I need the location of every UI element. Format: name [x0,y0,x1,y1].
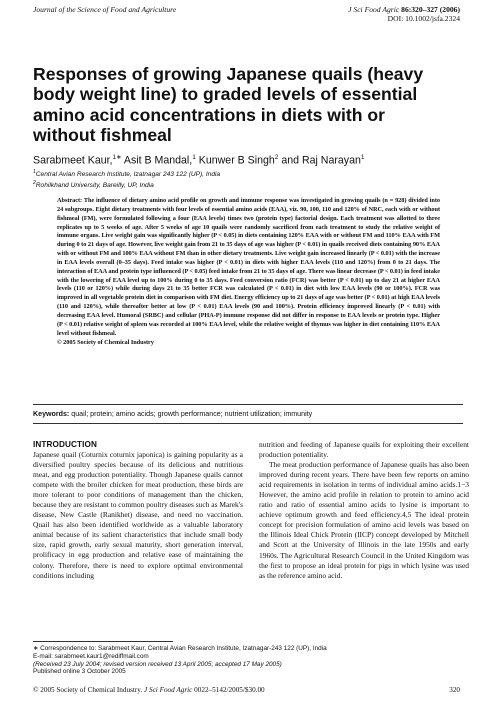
paragraph: nutrition and feeding of Japanese quails for exploiting their excellent production potentiality. [259,440,469,460]
published-date: Published online 3 October 2005 [33,668,126,676]
correspondence: ∗ Correspondence to: Sarabmeet Kaur, Central Avian Research Institute, Izatnagar-243 122 (UP), India [33,645,327,652]
affiliations [33,168,473,190]
footer-text [33,686,265,695]
author-affil-mark: 1 [192,154,196,161]
affil-text: Central Avian Research Institute, Izatnagar 243 122 (UP), India [35,171,221,179]
article-title: Responses of growing Japanese quails (heavy body weight line) to graded levels of essential amino acid concentrations in diets with or without fishmeal [33,64,424,146]
abstract-label: Abstract: [57,197,83,204]
doi[interactable]: DOI: 10.1002/jsfa.2324 [387,14,460,23]
keywords-label: Keywords: [33,410,70,418]
affiliation-line [33,179,473,190]
abstract-text: The influence of dietary amino acid profile on growth and immune response was investigated in growing quails (n = 928) divided into 24 subgroups. Eight dietary treatments with four levels of essential amino acids (EAA), viz. 90, 100, 110 and 120% of NRC, each with or without fishmeal (FM), were formulated following a four (EAA levels) times two (protein type) factorial design. Each treatment was allotted to three replicates up to 5 weeks of age. After 5 weeks of age 10 quails were randomly sacrificed from each treatment to study the relative weight of immune organs. Live weight gain was significantly higher (P < 0.05) in diets containing 120% EAA with or without FM and 110% EAA with FM during 0 to 21 days of age. However, live weight gain from 21 to 35 days of age was higher (P < 0.01) in quails received diets containing 90% EAA with or without FM and 100% EAA without FM than in other dietary treatments. Live weight gain increased linearly (P < 0.01) with the increase in EAA levels overall (0–35 days). Feed intake was higher (P < 0.01) in diets with higher EAA levels (110 and 120%) from 0 to 21 days. The interaction of EAA and protein type influenced (P < 0.05) feed intake from 21 to 35 days of age. There was linear decrease (P < 0.01) in feed intake with the lowering of EAA level up to 100% during 0 to 35 days. Feed conversion ratio (FCR) was better (P < 0.01) up to day 21 at higher EAA levels (110 or 120%) while during days 21 to 35 better FCR was calculated (P < 0.01) in diet with low EAA levels (90 or 100%). FCR was improved in all vegetable protein diet in comparison with FM diet. Energy efficiency up to 21 days of age was better (P < 0.01) at high EAA levels (110 and 120%), while thereafter better at low (P < 0.01) EAA levels (90 and 100%). Protein efficiency improved linearly (P < 0.01) with decreasing EAA level. Humoral (SRBC) and cellular (PHA-P) immune response did not differ in response to EAA levels or protein type. Higher (P < 0.01) relative weight of spleen was recorded at 100% EAA level, while the relative weight of thymus was higher in diet containing 110% EAA level without fishmeal. [57,197,440,337]
divider [33,404,463,405]
author-name: Kunwer B Singh [195,154,275,167]
footnote-rule [33,641,173,642]
author-name: Asit B Mandal, [121,154,193,167]
author-affil-mark: 1 [360,154,365,161]
email[interactable]: E-mail: sarabmeet.kaur1@rediffmail.com [33,652,149,660]
paragraph: Japanese quail (Coturnix coturnix japonica) is gaining popularity as a diversified poultry species because of its delicious and nutritious meat, and egg production potentiality. Though Japanese quails cannot compete with the broiler chicken for meat production, these birds are more tolerant to poor conditions of management than the chicken, because they are resistant to common poultry diseases such as Marek's disease, New Castle (Ranikhet) disease, and need no vaccination. Quail has also been identified worldwide as a valuable laboratory animal because of its salient characteristics that include small body size, rapid growth, early sexual maturity, short generation interval, prolificacy in egg production and relative ease of maintaining the colony. Therefore, there is need to explore optimal environmental conditions including [33,450,243,580]
received-dates: (Received 23 July 2004; revised version received 13 April 2005; accepted 17 May 2005) [33,660,282,668]
affil-text: Rohilkhand University, Bareilly, UP, India [35,182,154,190]
divider [33,423,463,424]
author-name: Sarabmeet Kaur, [33,154,113,167]
footer-journal: J Sci Food Agric [144,686,193,694]
journal-name: Journal of the Science of Food and Agriculture [33,5,177,14]
affil-mark: 2 [33,180,36,187]
footer-issn: 0022–5142/2005/$30.00 [194,686,265,694]
journal-cite: J Sci Food Agric [348,5,400,14]
page-number: 320 [449,686,460,694]
author-name: and Raj Narayan [278,154,361,167]
affiliation-line [33,168,473,179]
section-heading: INTRODUCTION [33,440,97,449]
volume-pages: 86:320–327 (2006) [401,5,460,14]
left-column [33,440,243,581]
keywords [33,410,463,419]
author-list [33,151,473,168]
footer-copyright: © 2005 Society of Chemical Industry. [33,686,143,694]
right-column [259,440,469,581]
footnotes [33,645,473,676]
abstract [57,197,440,347]
keywords-text: quail; protein; amino acids; growth performance; nutrient utilization; immunity [71,410,313,418]
affil-mark: 1 [33,169,36,175]
author-affil-mark: 2 [274,154,279,161]
citation-block [348,5,460,23]
author-affil-mark: 1∗ [112,154,122,161]
abstract-copyright: © 2005 Society of Chemical Industry [57,338,154,346]
paragraph: The meat production performance of Japanese quails has also been improved during recent years. There have been few reports on amino acid requirements in isolation in terms of individual amino acids.1−3 However, the amino acid profile in relation to protein to amino acid ratio and ratio of essential amino acids to lysine is important to achieve optimum growth and feed efficiency.4,5 The ideal protein concept for precision formulation of amino acid levels was based on the Illinois Ideal Chick Protein (IICP) concept developed by Mitchell and Scott at the University of Illinois in the late 1950s and early 1960s. The Agricultural Research Council in the United Kingdom was the first to propose an ideal protein for pigs in which lysine was used as the reference amino acid. [259,460,469,580]
